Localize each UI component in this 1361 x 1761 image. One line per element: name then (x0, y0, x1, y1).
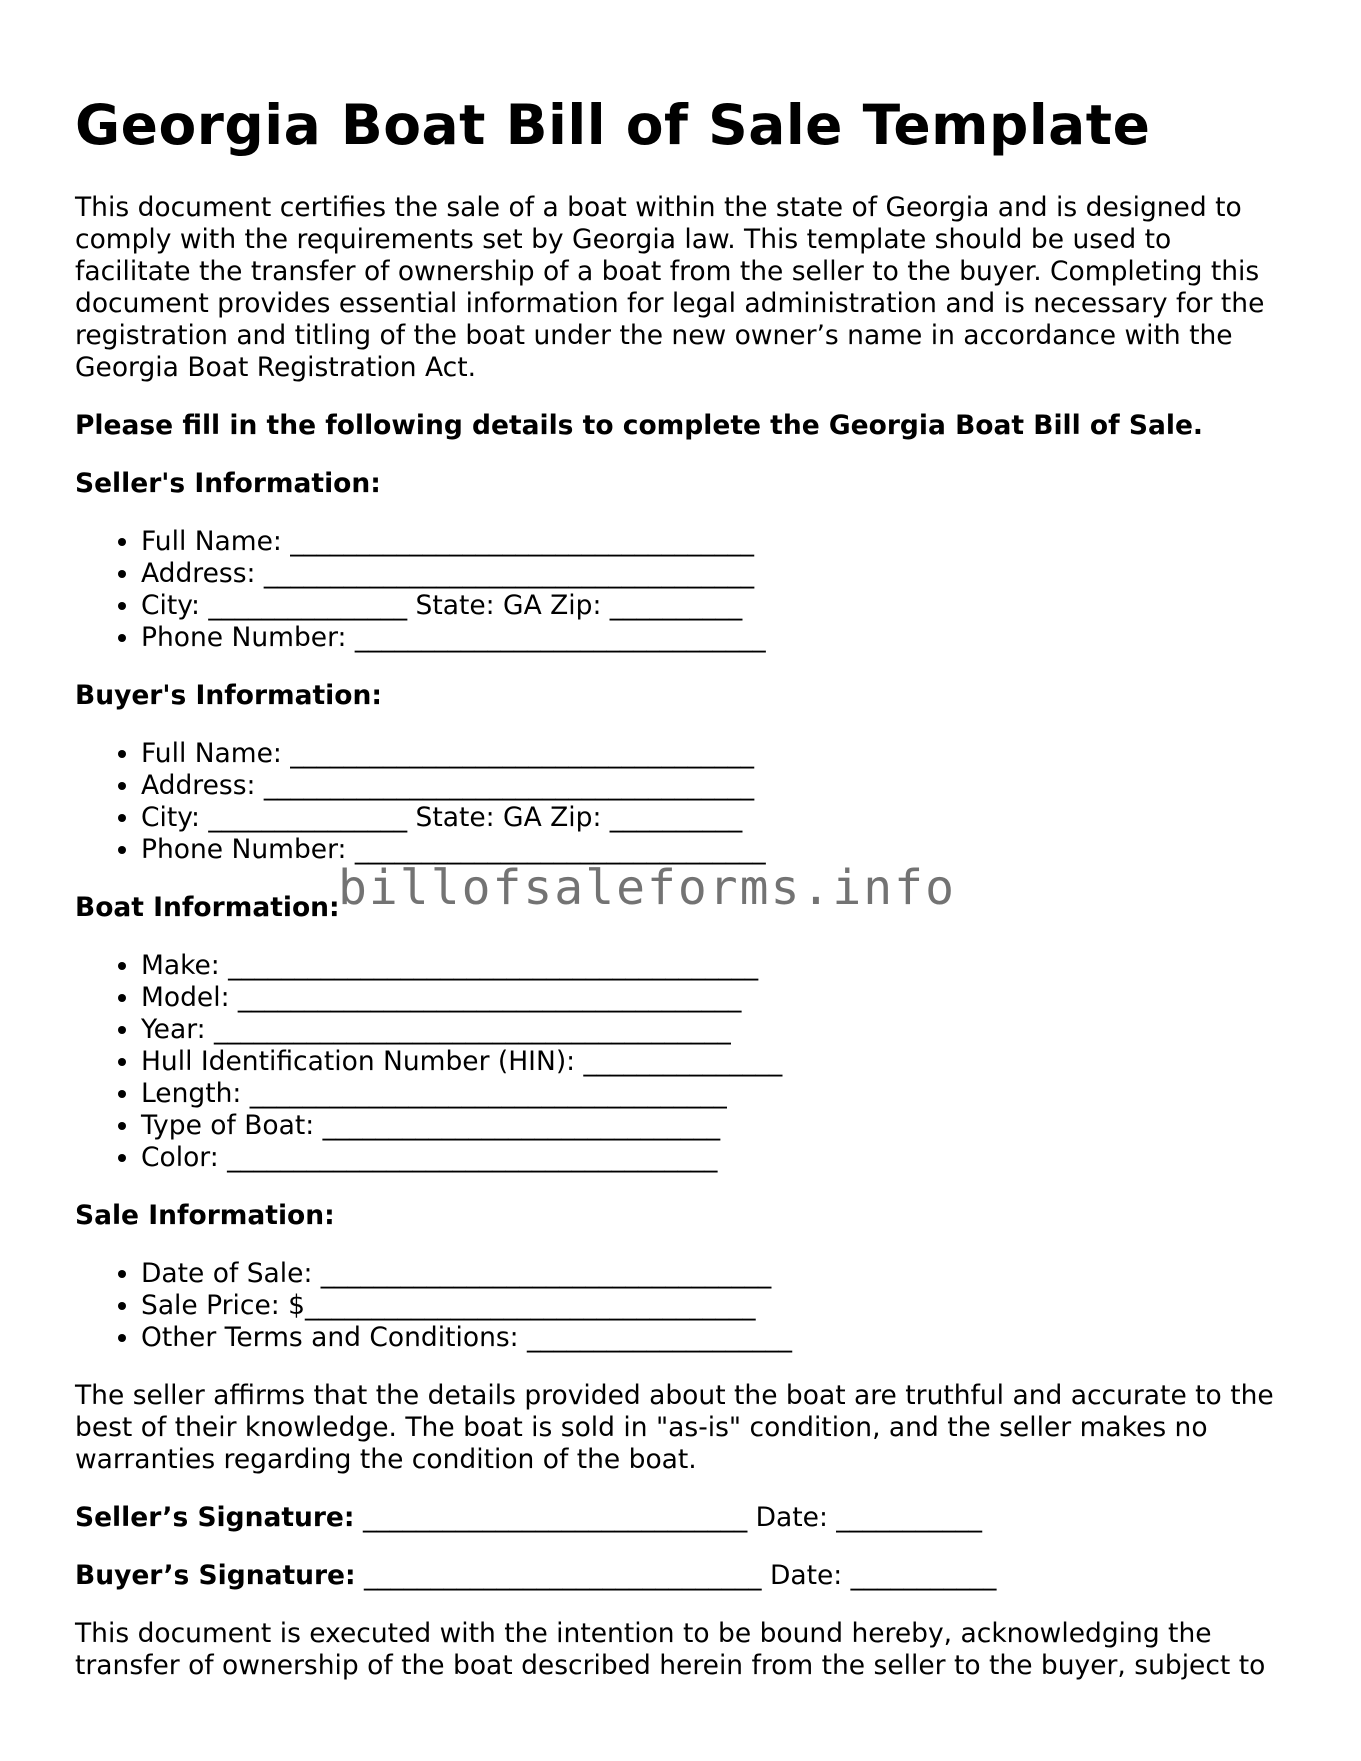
buyer-fields (75, 738, 1290, 866)
seller-city-state-zip-field[interactable]: • City: _______________ State: GA Zip: __________ (141, 590, 1290, 622)
buyer-address-field[interactable]: • Address: _____________________________________ (141, 770, 1290, 802)
buyer-signature-line[interactable] (75, 1560, 1290, 1592)
closing-paragraph: This document is executed with the intention to be bound hereby, acknowledging the transfer of ownership of the boat described herein from the seller to the buyer, subject to (75, 1617, 1266, 1681)
buyer-full-name-field[interactable]: • Full Name: ___________________________________ (141, 738, 1290, 770)
boat-heading: Boat Information: (75, 891, 340, 923)
seller-heading: Seller's Information: (75, 467, 381, 499)
boat-color-field[interactable]: • Color: _____________________________________ (141, 1142, 1290, 1174)
boat-fields (75, 950, 1290, 1174)
buyer-signature-label: Buyer’s Signature: (75, 1559, 356, 1591)
boat-year-field[interactable]: • Year: _______________________________________ (141, 1014, 1290, 1046)
seller-phone-field[interactable]: • Phone Number: _______________________________ (141, 622, 1290, 654)
seller-address-field[interactable]: • Address: _____________________________________ (141, 558, 1290, 590)
boat-make-field[interactable]: • Make: ________________________________________ (141, 950, 1290, 982)
boat-type-field[interactable]: • Type of Boat: ______________________________ (141, 1110, 1290, 1142)
seller-full-name-field[interactable]: • Full Name: ___________________________________ (141, 526, 1290, 558)
intro-paragraph: This document certifies the sale of a boat within the state of Georgia and is designed to comply with the requirements set by Georgia law. This template should be used to facilitate the transfer of ownership of a boat from the seller to the buyer. Completing this document provides essential information for legal administration and is necessary for the registration and titling of the boat under the new owner’s name in accordance with the Georgia Boat Registration Act. (75, 191, 1265, 383)
seller-signature-label: Seller’s Signature: (75, 1501, 355, 1533)
sale-heading: Sale Information: (75, 1199, 335, 1231)
sale-date-field[interactable]: • Date of Sale: __________________________________ (141, 1258, 1290, 1290)
seller-signature-line[interactable] (75, 1502, 1290, 1534)
sale-price-field[interactable]: • Sale Price: $__________________________________ (141, 1290, 1290, 1322)
buyer-phone-field[interactable]: • Phone Number: _______________________________ (141, 834, 1290, 866)
affirmation-paragraph: The seller affirms that the details provided about the boat are truthful and accurate to the best of their knowledge. The boat is sold in "as-is" condition, and the seller makes no warranties regarding the condition of the boat. (75, 1379, 1274, 1475)
buyer-city-state-zip-field[interactable]: • City: _______________ State: GA Zip: __________ (141, 802, 1290, 834)
seller-signature-blanks[interactable]: _____________________________ Date: ___________ (354, 1501, 983, 1533)
sale-terms-field[interactable]: • Other Terms and Conditions: ____________________ (141, 1322, 1290, 1354)
document-title: Georgia Boat Bill of Sale Template (75, 93, 1151, 157)
buyer-signature-blanks[interactable]: ______________________________ Date: ___________ (355, 1559, 997, 1591)
watermark-text: billofsaleforms.info (338, 860, 956, 916)
boat-hin-field[interactable]: • Hull Identification Number (HIN): _______________ (141, 1046, 1290, 1078)
instruction-text: Please fill in the following details to complete the Georgia Boat Bill of Sale. (75, 409, 1203, 441)
seller-fields (75, 526, 1290, 654)
boat-model-field[interactable]: • Model: ______________________________________ (141, 982, 1290, 1014)
buyer-heading: Buyer's Information: (75, 679, 382, 711)
boat-length-field[interactable]: • Length: ____________________________________ (141, 1078, 1290, 1110)
sale-fields (75, 1258, 1290, 1354)
